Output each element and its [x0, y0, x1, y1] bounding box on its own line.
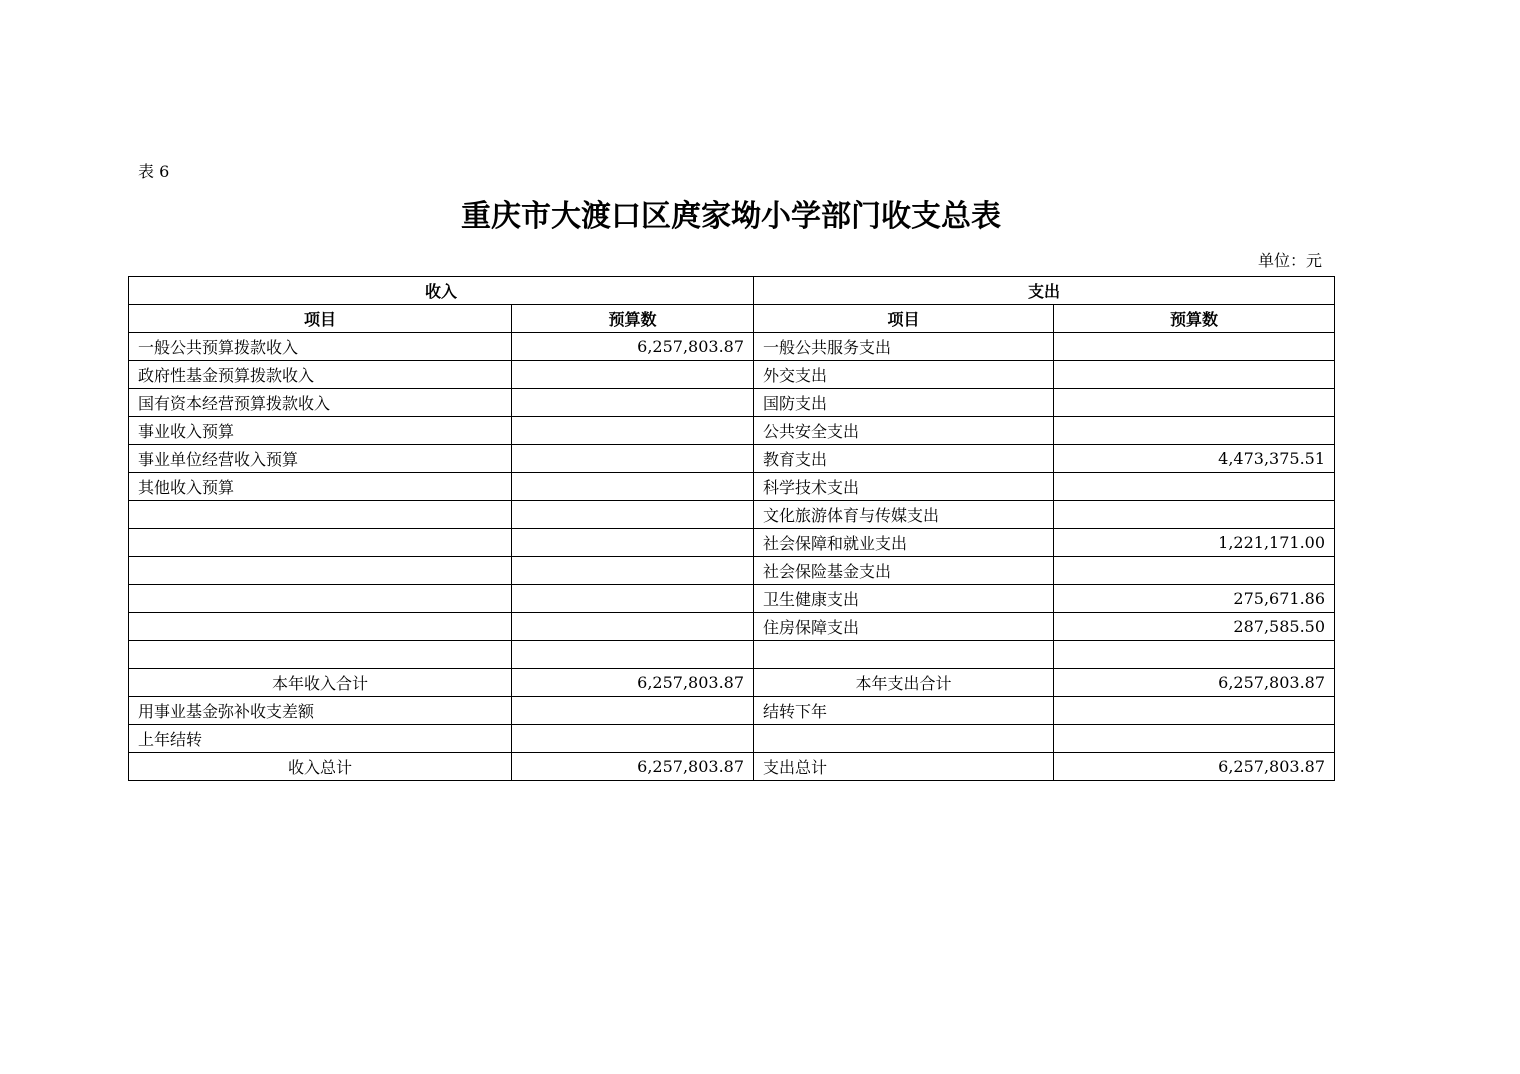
expense-value	[1054, 725, 1335, 753]
table-row	[129, 473, 1335, 501]
expense-value	[1054, 389, 1335, 417]
income-value	[512, 361, 754, 389]
table-row	[129, 333, 1335, 361]
expense-value	[1054, 333, 1335, 361]
expense-item: 科学技术支出	[754, 473, 1054, 501]
column-header-row	[129, 305, 1335, 333]
table-row	[129, 585, 1335, 613]
income-value	[512, 389, 754, 417]
expense-value: 287,585.50	[1054, 613, 1335, 641]
total-row	[129, 753, 1335, 781]
expense-item: 社会保险基金支出	[754, 557, 1054, 585]
income-group-header: 收入	[129, 277, 754, 305]
expense-item	[754, 725, 1054, 753]
expense-item: 结转下年	[754, 697, 1054, 725]
expense-item: 住房保障支出	[754, 613, 1054, 641]
expense-value	[1054, 501, 1335, 529]
expense-item: 外交支出	[754, 361, 1054, 389]
income-total-value: 6,257,803.87	[512, 753, 754, 781]
income-item: 政府性基金预算拨款收入	[129, 361, 512, 389]
income-value	[512, 585, 754, 613]
expense-value: 1,221,171.00	[1054, 529, 1335, 557]
table-row	[129, 529, 1335, 557]
subtotal-row	[129, 669, 1335, 697]
table-number: 表 6	[138, 162, 170, 181]
income-value	[512, 473, 754, 501]
expense-item: 国防支出	[754, 389, 1054, 417]
expense-item: 公共安全支出	[754, 417, 1054, 445]
table-row	[129, 725, 1335, 753]
expense-item: 社会保障和就业支出	[754, 529, 1054, 557]
income-subtotal-value: 6,257,803.87	[512, 669, 754, 697]
income-value	[512, 445, 754, 473]
expense-item: 一般公共服务支出	[754, 333, 1054, 361]
table-row	[129, 445, 1335, 473]
income-value	[512, 613, 754, 641]
budget-summary-table	[128, 276, 1335, 781]
income-item	[129, 557, 512, 585]
expense-item: 文化旅游体育与传媒支出	[754, 501, 1054, 529]
expense-value: 4,473,375.51	[1054, 445, 1335, 473]
expense-value	[1054, 473, 1335, 501]
expense-value: 275,671.86	[1054, 585, 1335, 613]
expense-value	[1054, 641, 1335, 669]
table-row	[129, 389, 1335, 417]
income-item	[129, 585, 512, 613]
expense-item: 教育支出	[754, 445, 1054, 473]
income-item	[129, 529, 512, 557]
income-item	[129, 613, 512, 641]
group-header-row	[129, 277, 1335, 305]
income-item: 上年结转	[129, 725, 512, 753]
income-value: 6,257,803.87	[512, 333, 754, 361]
table-row	[129, 641, 1335, 669]
income-value	[512, 417, 754, 445]
unit-label: 单位：元	[1257, 251, 1322, 270]
table-row	[129, 697, 1335, 725]
expense-total-value: 6,257,803.87	[1054, 753, 1335, 781]
income-item: 一般公共预算拨款收入	[129, 333, 512, 361]
expense-value	[1054, 697, 1335, 725]
income-item: 事业单位经营收入预算	[129, 445, 512, 473]
page-title: 重庆市大渡口区庹家坳小学部门收支总表	[461, 199, 1001, 234]
income-item-header: 项目	[129, 305, 512, 333]
income-value	[512, 725, 754, 753]
expense-subtotal-label: 本年支出合计	[754, 669, 1054, 697]
income-item: 其他收入预算	[129, 473, 512, 501]
table-row	[129, 417, 1335, 445]
income-value	[512, 501, 754, 529]
expense-subtotal-value: 6,257,803.87	[1054, 669, 1335, 697]
expense-value	[1054, 417, 1335, 445]
expense-item: 卫生健康支出	[754, 585, 1054, 613]
income-value	[512, 557, 754, 585]
income-item	[129, 641, 512, 669]
income-value	[512, 697, 754, 725]
income-total-label: 收入总计	[129, 753, 512, 781]
table-row	[129, 501, 1335, 529]
income-value	[512, 529, 754, 557]
expense-group-header: 支出	[754, 277, 1335, 305]
income-item: 用事业基金弥补收支差额	[129, 697, 512, 725]
income-item: 事业收入预算	[129, 417, 512, 445]
expense-item-header: 项目	[754, 305, 1054, 333]
income-item: 国有资本经营预算拨款收入	[129, 389, 512, 417]
expense-value	[1054, 361, 1335, 389]
expense-value	[1054, 557, 1335, 585]
table-row	[129, 557, 1335, 585]
income-item	[129, 501, 512, 529]
income-value	[512, 641, 754, 669]
income-budget-header: 预算数	[512, 305, 754, 333]
table-row	[129, 613, 1335, 641]
expense-total-label: 支出总计	[754, 753, 1054, 781]
table-row	[129, 361, 1335, 389]
expense-item	[754, 641, 1054, 669]
income-subtotal-label: 本年收入合计	[129, 669, 512, 697]
expense-budget-header: 预算数	[1054, 305, 1335, 333]
